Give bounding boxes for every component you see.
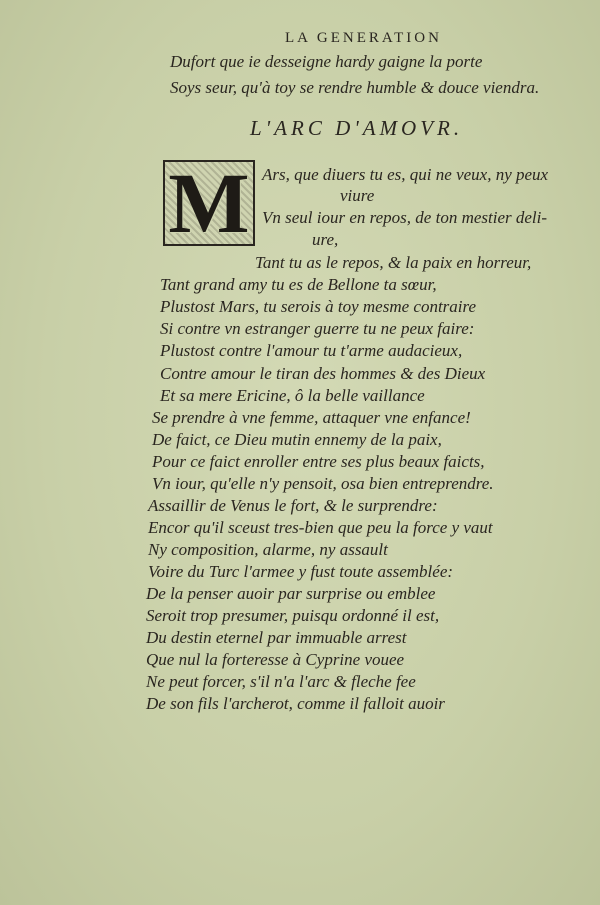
poem-line: Plustost Mars, tu serois à toy mesme contraire — [160, 297, 477, 316]
running-head: LA GENERATION — [285, 30, 442, 46]
intro-line: Dufort que ie desseigne hardy gaigne la porte — [170, 52, 483, 71]
poem-line: De la penser auoir par surprise ou emblee — [146, 584, 436, 603]
poem-line: Vn iour, qu'elle n'y pensoit, osa bien entreprendre. — [152, 474, 494, 493]
poem-line: ure, — [312, 230, 339, 249]
poem-line: viure — [340, 186, 375, 205]
poem-line: Encor qu'il sceust tres-bien que peu la force y vaut — [148, 518, 493, 537]
poem-line: Tant grand amy tu es de Bellone ta sœur, — [160, 275, 437, 294]
poem-line: Ars, que diuers tu es, qui ne veux, ny peux — [262, 165, 549, 184]
poem-line: Si contre vn estranger guerre tu ne peux faire: — [160, 319, 475, 338]
poem-line: De faict, ce Dieu mutin ennemy de la paix, — [152, 430, 442, 449]
poem-line: Et sa mere Ericine, ô la belle vaillance — [160, 386, 425, 405]
poem-line: Contre amour le tiran des hommes & des Dieux — [160, 364, 486, 383]
poem-line: Que nul la forteresse à Cyprine vouee — [146, 650, 405, 669]
poem-line: Seroit trop presumer, puisqu ordonné il est, — [146, 606, 440, 625]
poem-line: Tant tu as le repos, & la paix en horreur, — [255, 253, 532, 272]
poem-line: Ny composition, alarme, ny assault — [148, 540, 388, 559]
poem-line: Pour ce faict enroller entre ses plus beaux faicts, — [152, 452, 485, 471]
poem-line: Voire du Turc l'armee y fust toute assemblée: — [148, 562, 454, 581]
poem-line: Vn seul iour en repos, de ton mestier deli- — [262, 208, 548, 227]
poem-line: Ne peut forcer, s'il n'a l'arc & fleche fee — [146, 672, 416, 691]
drop-cap-letter: M — [168, 160, 250, 246]
poem-line: Du destin eternel par immuable arrest — [146, 628, 407, 647]
poem-line: Plustost contre l'amour tu t'arme audacieux, — [160, 341, 463, 360]
section-title: L'ARC D'AMOVR. — [250, 116, 464, 140]
poem-line: De son fils l'archerot, comme il falloit auoir — [146, 694, 445, 713]
ornamental-drop-cap — [163, 160, 255, 246]
poem-line: Se prendre à vne femme, attaquer vne enfance! — [152, 408, 471, 427]
intro-line: Soys seur, qu'à toy se rendre humble & douce viendra. — [170, 78, 540, 97]
poem-line: Assaillir de Venus le fort, & le surprendre: — [148, 496, 438, 515]
